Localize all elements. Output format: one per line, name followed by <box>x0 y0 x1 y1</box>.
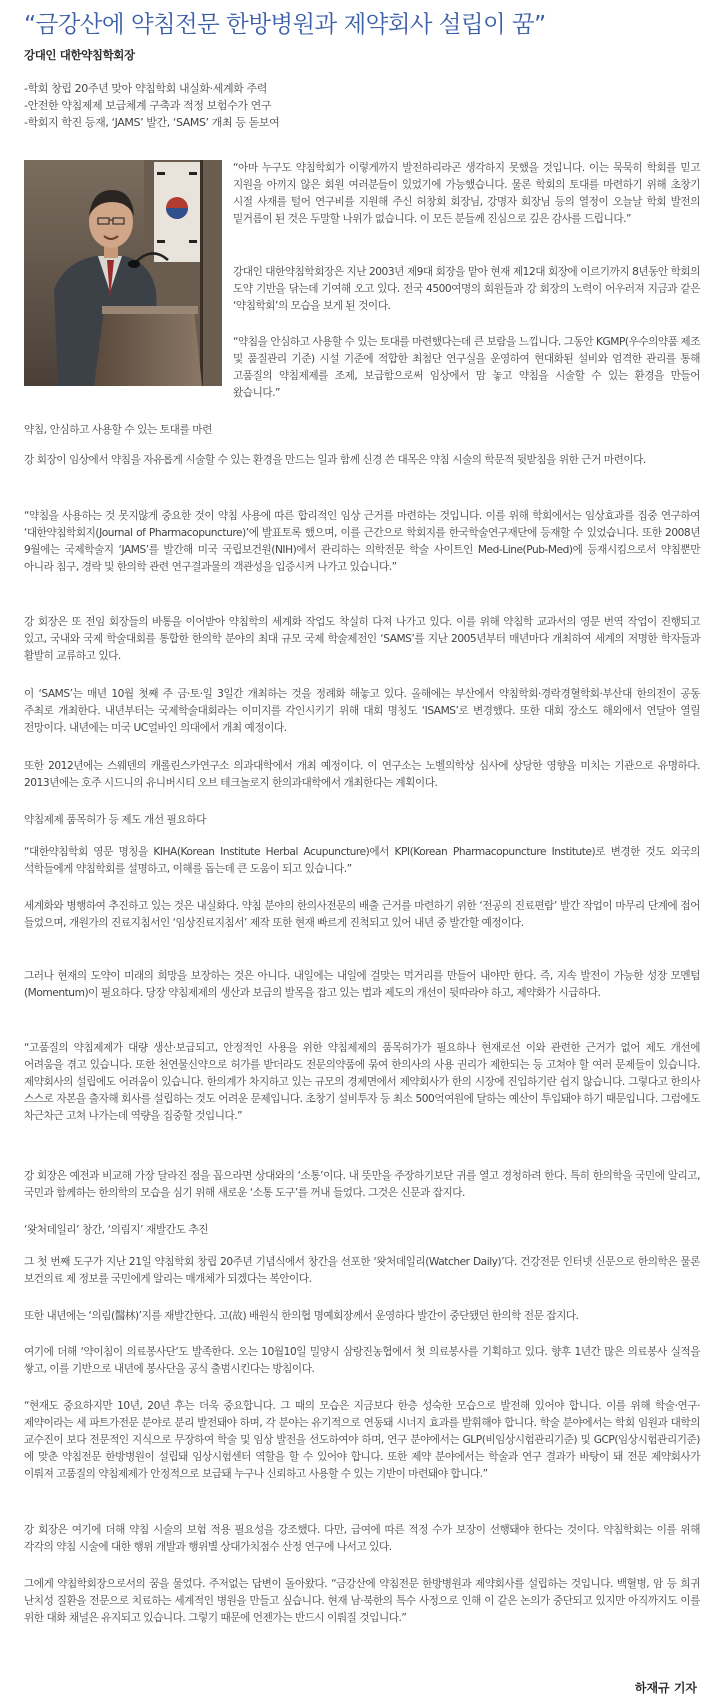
article-headline: “금강산에 약침전문 한방병원과 제약회사 설립이 꿈” <box>24 10 546 38</box>
paragraph: 강 회장이 임상에서 약침을 자유롭게 시술할 수 있는 환경을 만드는 일과 함께 신경 쓴 대목은 약침 시술의 학문적 뒷받침을 위한 근거 마련이다. <box>24 454 646 466</box>
summary-line: -안전한 약침제제 보급체계 구축과 적정 보험수가 연구 <box>24 99 272 112</box>
article-subject: 강대인 대한약침학회장 <box>24 48 135 62</box>
section-heading: 약침, 안심하고 사용할 수 있는 토대를 마련 <box>24 424 212 436</box>
paragraph: 또한 내년에는 ‘의림(醫林)’지를 재발간한다. 고(故) 배원식 한의협 명예회장께서 운영하다 발간이 중단됐던 한의학 전문 잡지다. <box>24 1310 579 1322</box>
reporter-byline: 하재규 기자 <box>634 1681 697 1695</box>
paragraph: “현재도 중요하지만 10년, 20년 후는 더욱 중요합니다. 그 때의 모습은 지금보다 한층 성숙한 모습으로 발전해 있어야 합니다. 이를 위해 학술·연구·제약이라는 세 파트가전문 분야로 분리 발전돼야 하며, 각 분야는 유기적으로 연동돼 시너지 효과를 발휘해야 합니다. 학술 분야에서는 학회 임원과 대학의 교수진이 보다 전문적인 지식으로 무장하여 학술 및 임상 발전을 선도하여야 하며, 연구 분야에서는 GLP(비임상시험관리기준) 및 GCP(임상시험관리기준)에 맞춘 약침전문 한방병원이 설립돼 임상시험센터 역할을 할 수 있어야 합니다. 또한 제약 분야에서는 학술과 연구 결과가 바탕이 돼 전문 제약회사가 이뤄져 고품질의 약침제제가 안정적으로 보급돼 누구나 신뢰하고 사용할 수 있는 기반이 마련돼야 합니다.” <box>24 1400 700 1480</box>
paragraph: 세계화와 병행하여 추진하고 있는 것은 내실화다. 약침 분야의 한의사전문의 배출 근거를 마련하기 위한 ‘전공의 진료편람’ 발간 작업이 마무리 단계에 접어 들었으며, 개원가의 진료지침서인 ‘임상진료지침서’ 제작 또한 현재 빠르게 진척되고 있어 내년 중 발간할 예정이다. <box>24 900 700 929</box>
paragraph: “약침을 사용하는 것 못지않게 중요한 것이 약침 사용에 따른 합리적인 임상 근거를 마련하는 것입니다. 이를 위해 학회에서는 임상효과를 집중 연구하여 ‘대한약침학회지(Journal of Pharmacopuncture)’에 발표토록 했으며, 이를 근간으로 학회지를 한국학술연구재단에 등재할 수 있었습니다. 또한 2008년 9월에는 국제학술지 ‘JAMS’를 발간해 미국 국립보건원(NIH)에서 관리하는 의학전문 학술 사이트인 Med-Line(Pub-Med)에 등재시킴으로서 약침뿐만 아니라 침구, 경락 및 한의학 관련 연구결과물의 객관성을 입증시켜 나가고 있습니다.” <box>24 510 700 573</box>
paragraph: 이 ‘SAMS’는 매년 10월 첫째 주 금·토·일 3일간 개최하는 것을 정례화 해놓고 있다. 올해에는 부산에서 약침학회·경락경혈학회·부산대 한의전이 공동 주최로 개최한다. 내년부터는 국제학술대회라는 이미지를 각인시키기 위해 대회 명칭도 ‘ISAMS’로 변경했다. 또한 대회 장소도 해외에서 연달아 열릴 전망이다. 내년에는 미국 UC얼바인 의대에서 개최 예정이다. <box>24 688 700 734</box>
paragraph: 그 첫 번째 도구가 지난 21일 약침학회 창립 20주년 기념식에서 창간을 선포한 ‘왓처데일리(Watcher Daily)’다. 건강전문 인터넷 신문으로 한의학은 물론 보건의료 제 정보를 국민에게 알리는 매개체가 되겠다는 복안이다. <box>24 1256 700 1285</box>
section-heading: 약침제제 품목허가 등 제도 개선 필요하다 <box>24 814 207 826</box>
section-heading: ‘왓처데일리’ 창간, ‘의림지’ 재발간도 추진 <box>24 1224 209 1236</box>
paragraph: “고품질의 약침제제가 대량 생산·보급되고, 안정적인 사용을 위한 약침제제의 품목허가가 필요하나 현재로선 이와 관련한 근거가 없어 제도 개선에 어려움을 겪고 있습니다. 또한 천연물신약으로 허가를 받더라도 전문의약품에 묶여 한의사의 사용 권리가 제한되는 등 고쳐야 할 여러 문제들이 있습니다. 제약회사의 설립에도 어려움이 있습니다. 한의계가 차지하고 있는 규모의 경제면에서 제약회사가 한의 시장에 진입하기란 쉽지 않습니다. 그렇다고 한의사 스스로 자본을 출자해 회사를 설립하는 것도 어려운 문제입니다. 초창기 설비투자 등 최소 500억여원에 달하는 예산이 투입돼야 하기 때문입니다. 그럼에도 차근차근 고쳐 나가는데 역량을 집중할 것입니다.” <box>24 1042 700 1122</box>
summary-line: -학회지 학진 등재, ‘JAMS’ 발간, ‘SAMS’ 개최 등 돋보여 <box>24 116 280 129</box>
paragraph: 강 회장은 또 전임 회장들의 바통을 이어받아 약침학의 세계화 작업도 착실히 다져 나가고 있다. 이를 위해 약침학 교과서의 영문 번역 작업이 진행되고 있고, 국내와 국제 학술대회를 통합한 한의학 분야의 최대 규모 국제 학술제전인 ‘SAMS’를 지난 2005년부터 매년마다 개최하여 세계의 저명한 학자들과 활발히 교류하고 있다. <box>24 616 700 662</box>
paragraph: 강대인 대한약침학회장은 지난 2003년 제9대 회장을 맡아 현재 제12대 회장에 이르기까지 8년동안 학회의 도약 기반을 닦는데 기여해 오고 있다. 전국 4500여명의 회원들과 강 회장의 노력이 어우러져 지금과 같은 ‘약침학회’의 모습을 보게 된 것이다. <box>233 266 700 312</box>
paragraph: 그에게 약침학회장으로서의 꿈을 물었다. 주저없는 답변이 돌아왔다. “금강산에 약침전문 한방병원과 제약회사를 설립하는 것입니다. 백혈병, 암 등 희귀 난치성 질환을 전문으로 치료하는 세계적인 병원을 만들고 싶습니다. 현재 남·북한의 특수 사정으로 인해 이 같은 논의가 중단되고 있지만 아직까지도 이를 위한 대화 채널은 유지되고 있습니다. 그렇기 때문에 언젠가는 반드시 이뤄질 것입니다.” <box>24 1578 700 1624</box>
article-summary <box>24 80 279 131</box>
paragraph: 또한 2012년에는 스웨덴의 캐롤린스카연구소 의과대학에서 개최 예정이다. 이 연구소는 노벨의학상 심사에 상당한 영향을 미치는 기관으로 유명하다. 2013년에는 호주 시드니의 유니버시티 오브 테크놀로지 한의과대학에서 개최한다는 계획이다. <box>24 760 700 789</box>
speaker-photo <box>24 160 222 386</box>
paragraph: “대한약침학회 영문 명칭을 KIHA(Korean Institute Herbal Acupuncture)에서 KPI(Korean Pharmacopuncture Institute)로 변경한 것도 외국의 석학들에게 약침학회를 설명하고, 이해를 돕는데 큰 도움이 되고 있습니다.” <box>24 846 700 875</box>
paragraph: 여기에 더해 ‘약이침이 의료봉사단’도 발족한다. 오는 10월10일 밀양시 삼랑진농협에서 첫 의료봉사를 기획하고 있다. 향후 1년간 많은 의료봉사 실적을 쌓고, 이를 기반으로 내년에 봉사단을 공식 출범시킨다는 방침이다. <box>24 1346 700 1375</box>
paragraph: 강 회장은 여기에 더해 약침 시술의 보험 적용 필요성을 강조했다. 다만, 급여에 따른 적정 수가 보장이 선행돼야 한다는 것이다. 약침학회는 이를 위해 각각의 약침 시술에 대한 행위 개발과 행위별 상대가치점수 산정 연구에 나서고 있다. <box>24 1524 700 1553</box>
paragraph: “약침을 안심하고 사용할 수 있는 토대를 마련했다는데 큰 보람을 느낍니다. 그동안 KGMP(우수의약품 제조 및 품질관리 기준) 시설 기준에 적합한 최첨단 연구실을 운영하여 현대화된 설비와 엄격한 관리를 통해 고품질의 약침제제를 조제, 보급함으로써 임상에서 맘 놓고 약침을 시술할 수 있는 환경을 만들어 왔습니다.” <box>233 336 700 399</box>
paragraph: “아마 누구도 약침학회가 이렇게까지 발전하리라곤 생각하지 못했을 것입니다. 이는 묵묵히 학회를 믿고 지원을 아끼지 않은 회원 여러분들이 있었기에 가능했습니다. 물론 학회의 토대를 마련하기 위해 초창기 시절 사재를 털어 연구비를 지원해 주신 허창회 회장님, 강명자 회장님 등의 열정이 오늘날 학회 발전의 밑거름이 된 것은 두말할 나위가 없습니다. 이 모든 분들께 진심으로 깊은 감사를 드립니다.” <box>233 162 700 225</box>
paragraph: 강 회장은 예전과 비교해 가장 달라진 점을 꼽으라면 상대와의 ‘소통’이다. 내 뜻만을 주장하기보단 귀를 열고 경청하려 한다. 특히 한의학을 국민에 알리고, 국민과 함께하는 한의학의 모습을 심기 위해 새로운 ‘소통 도구’를 꺼내 들었다. 그것은 신문과 잡지다. <box>24 1170 700 1199</box>
summary-line: -학회 창립 20주년 맞아 약침학회 내실화·세계화 주력 <box>24 82 267 95</box>
paragraph: 그러나 현재의 도약이 미래의 희망을 보장하는 것은 아니다. 내일에는 내일에 걸맞는 먹거리를 만들어 내야만 한다. 즉, 지속 발전이 가능한 성장 모멘텀(Momentum)이 필요하다. 당장 약침제제의 생산과 보급의 발목을 잡고 있는 법과 제도의 개선이 뒷따라야 하고, 제약화가 시급하다. <box>24 970 700 999</box>
